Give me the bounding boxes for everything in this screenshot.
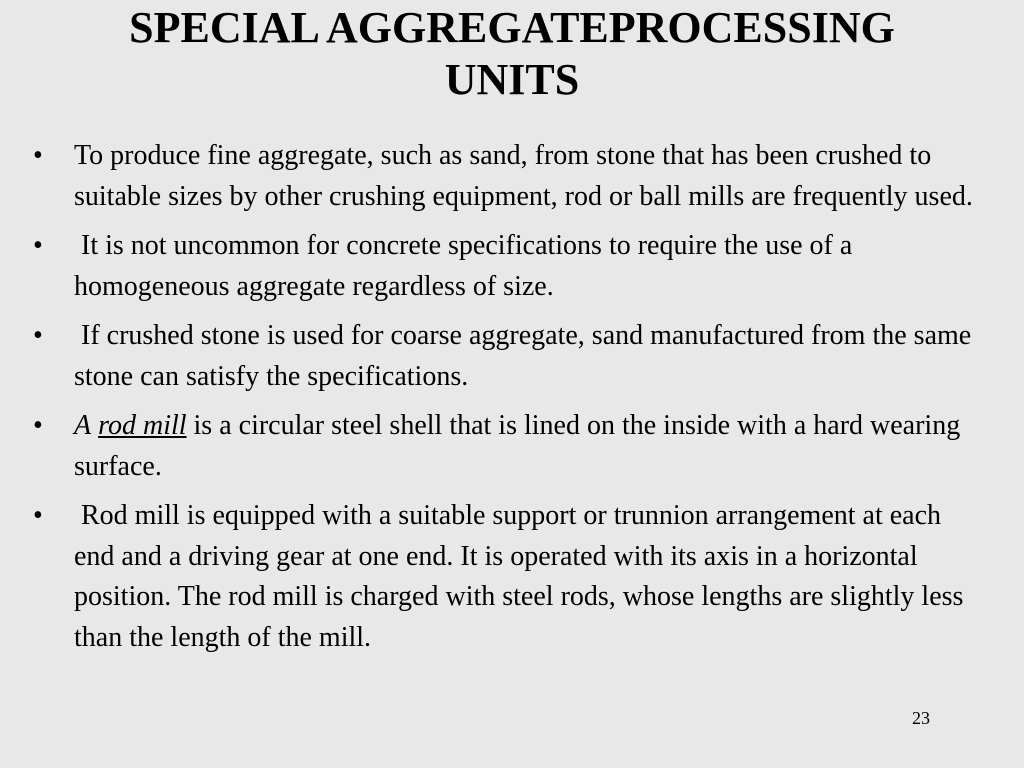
bullet-icon: •: [33, 230, 43, 261]
bullet-text: If crushed stone is used for coarse aggregate, sand manufactured from the same stone can satisfy the specifications.: [74, 320, 979, 392]
bullet-article: A: [74, 410, 92, 441]
slide-title-line-2: UNITS: [444, 55, 580, 104]
bullet-item-rod-mill-definition: [0, 406, 1024, 487]
bullet-item-crushed-stone: [0, 316, 1024, 397]
rod-mill-term: rod mill: [98, 410, 187, 441]
bullet-icon: •: [33, 320, 43, 351]
bullet-icon: •: [33, 500, 43, 531]
bullet-icon: •: [33, 410, 43, 441]
bullet-icon: •: [33, 140, 43, 171]
slide-title-line-1: SPECIAL AGGREGATEPROCESSING: [129, 3, 895, 52]
bullet-text: To produce fine aggregate, such as sand, from stone that has been crushed to suitable sizes by other crushing equipment, rod or ball mills are frequently used.: [74, 140, 973, 212]
bullet-item-homogeneous-aggregate: [0, 226, 1024, 307]
bullet-list: [0, 136, 1024, 667]
bullet-text: is a circular steel shell that is lined on the inside with a hard wearing surface.: [74, 410, 968, 482]
slide-title: [20, 2, 1004, 106]
bullet-text: It is not uncommon for concrete specifications to require the use of a homogeneous aggregate regardless of size.: [74, 230, 860, 302]
bullet-item-fine-aggregate: [0, 136, 1024, 217]
bullet-item-rod-mill-description: [0, 496, 1024, 658]
page-number: 23: [912, 708, 930, 728]
bullet-text: Rod mill is equipped with a suitable support or trunnion arrangement at each end and a driving gear at one end. It is operated with its axis in a horizontal position. The rod mill is charged with steel rods, whose lengths are slightly less than the length of the mill.: [74, 500, 971, 653]
